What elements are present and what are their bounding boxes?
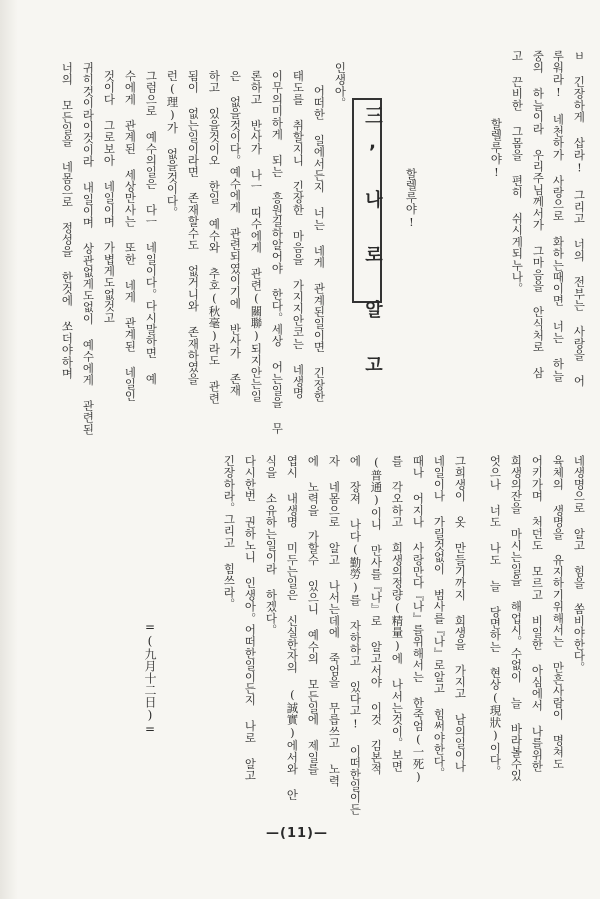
text-column: 엇으나 너도 나도 늘 당면하는 현상(現狀)이다。 <box>488 455 503 778</box>
text-column: 하고 있을것이오 한일 예수와 추호(秋毫)라도 관련 <box>207 70 222 405</box>
text-column: 론하고 반사가 나ㅡ 띠수에게 관련(關聯)되지안는일 <box>249 70 264 402</box>
text-column: 엽시 내생명 미두는일은 신실한자의 (誠實)에서와 안 <box>285 455 300 801</box>
text-column: 자 네몸으로 알고 나서는데에 죽엄을 무릅쓰고 노력 <box>327 455 342 787</box>
text-column: 희생의잔을 마시는일을 해업시。수없이 늘 바라볼수있 <box>509 455 524 782</box>
text-column: (普通)이니 만사를『나』로 알고서야 이것 김본적 <box>369 455 384 775</box>
text-column: 할렐루야! <box>404 168 419 230</box>
text-column: 를 각오하고 희생의정량(精量)에 나서는것이。보면 <box>390 455 405 773</box>
text-column: 됨이 없는일이라면 존재할수도 없거니와 존재하였을 <box>186 70 201 385</box>
text-column: 육체의 생명을 유지하기위해서는 만흔사람이 명쳐도 <box>551 455 566 770</box>
text-column: 루워라! 네천하가 사랑으로 화하는때이면 너는 하늘 <box>551 50 566 382</box>
text-column: 어떠한 일에서든지 너는 네게 관계된일이면 긴장한 <box>312 85 327 403</box>
text-column: 수에게 관계된 세상만사는 또한 네게 관계된 네일인 <box>123 70 138 402</box>
text-column: 때나 어지나 사랑만다『나』를위해서는 한죽엄(一死) <box>411 455 426 784</box>
text-column: 네일이나 가릴것없이 범사를『나』로알고 힘써야한다。 <box>432 455 447 779</box>
section-title: 三, 나 로 알 고 <box>362 106 383 381</box>
text-column: 그희생이 옷 만들기까지 희생을 가지고 남의일이나 <box>453 455 468 773</box>
text-column: 에 장져 나다(勤勞)를 자하하고 있다고! 이떠한일이든 <box>348 455 363 816</box>
text-column: 인생아。 <box>333 62 348 109</box>
text-column: ㅂ 긴장하게 삽라! 그리고 너의 전부는 사랑을 어 <box>572 50 587 387</box>
text-column: 태도를 취할지니 긴장한 마음을 가지지안코는 네생명 <box>291 70 306 399</box>
text-column: 식을 소유하는일이라 하겠다。 <box>264 455 279 636</box>
text-column: 긴장하라。그리고 힘쓰라。 <box>222 455 237 610</box>
text-column: 런(理)가 없을것이다。 <box>165 70 180 219</box>
text-column: 그럼으로 예수의일은 다ㅡ 네일이다。다시말하면 예 <box>144 70 159 385</box>
text-column: 어키가며 처던도 모르고 비일한 아심에서 나를위한 <box>530 455 545 773</box>
text-column: 이무의미하게 되는 흥원길하알어야 한다。세상 어는일을 무 <box>270 70 285 434</box>
date-stamp: =(九月十二日)= <box>143 620 157 736</box>
text-column: 에 노력을 가할수 있으니 예수의 모든일에 제일를 <box>306 455 321 775</box>
text-column: 것이다 그로보아 네일이며 가볍게도없것고 <box>102 70 117 324</box>
text-column: 중의 하늘이라 우리주님께서가 그마음을 안식처로 삼 <box>531 50 546 379</box>
text-column: 고 끈비한 그몸을 편히 쉬시게되누나。 <box>510 50 525 295</box>
text-column: 할렐루야! <box>489 118 504 180</box>
text-column: 귀히것이라이것이라 내일이며 상관없게도없이 예수에게 관련된 <box>81 62 96 436</box>
text-column: 네생명으로 알고 힘을 쏨비야한다。 <box>572 455 587 674</box>
text-column: 은 없을것이다。예수에게 관련되였이기에 반사가 존재 <box>228 70 243 397</box>
scan-gutter <box>0 0 18 899</box>
text-column: 다시한번 권하노니 인생아。어떠한일이든지 나로 알고 <box>243 455 258 782</box>
text-column: 너의 모든일을 네몸으로 정성을 한것에 쏘더야하며 <box>60 62 75 380</box>
page-number: —(11)— <box>266 826 328 841</box>
